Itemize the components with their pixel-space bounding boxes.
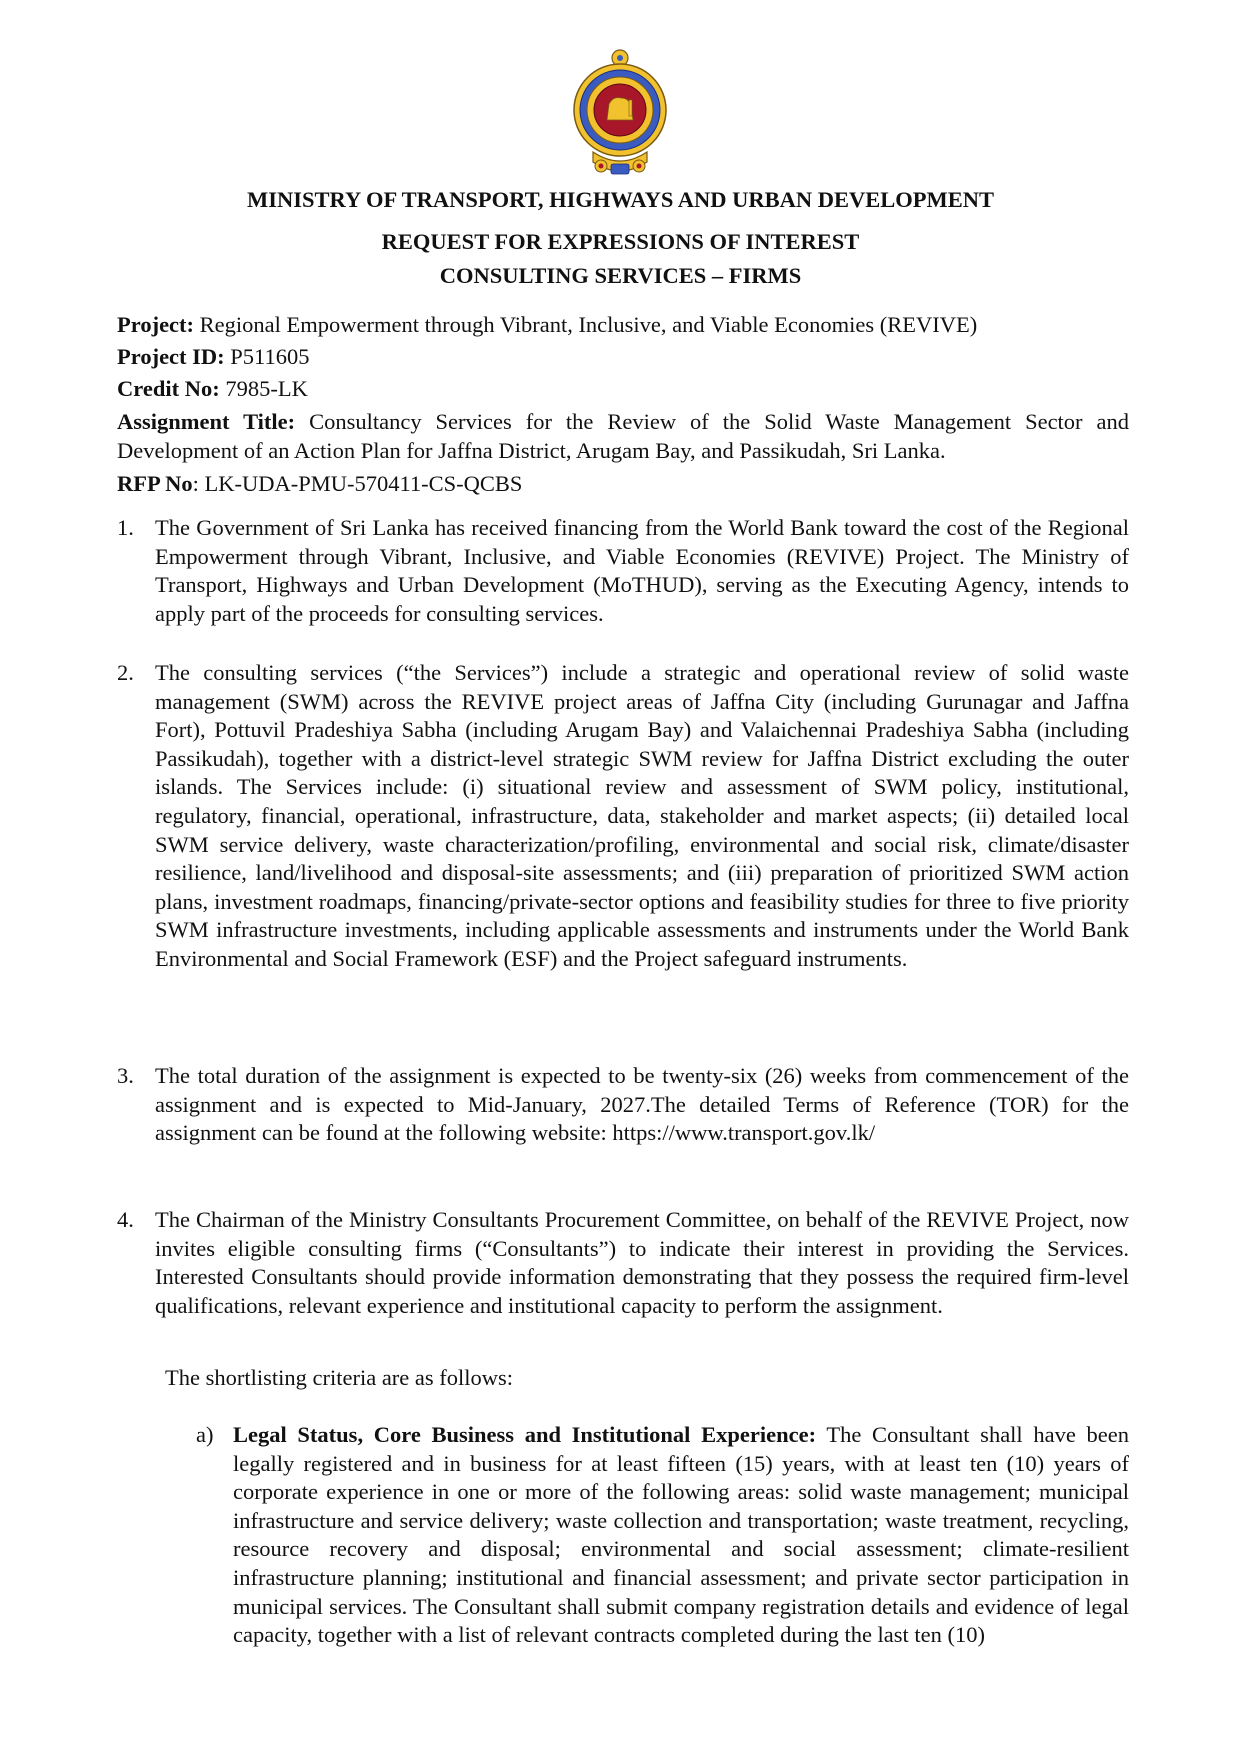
paragraph-number: 3. — [117, 1063, 134, 1088]
paragraph-text: The consulting services (“the Services”) include a strategic and operational review of solid waste management (SWM) across the REVIVE project areas of Jaffna City (including Gurunagar and Jaffna Fort), Pottuvil Pradeshiya Sabha (including Arugam Bay) and Valaichennai Pradeshiya Sabha (including Passikudah), together with a district-level strategic SWM review for Jaffna District excluding the outer islands. The Services include: (i) situational review and assessment of SWM policy, institutional, regulatory, financial, operational, infrastructure, data, stakeholder and market aspects; (ii) detailed local SWM service delivery, waste characterization/profiling, environmental and social risk, climate/disaster resilience, land/livelihood and disposal-site assessments; and (iii) preparation of prioritized SWM action plans, investment roadmaps, financing/private-sector options and feasibility studies for three to five priority SWM infrastructure investments, including applicable assessments and instruments under the World Bank Environmental and Social Framework (ESF) and the Project safeguard instruments. — [155, 660, 1129, 971]
credit-line — [117, 375, 1129, 404]
paragraph-text: The Government of Sri Lanka has received financing from the World Bank toward the cost of the Regional Empowerment through Vibrant, Inclusive, and Viable Economies (REVIVE) Project. The Ministry of Transport, Highways and Urban Development (MoTHUD), serving as the Executing Agency, intends to apply part of the proceeds for consulting services. — [155, 515, 1129, 626]
paragraph-number: 2. — [117, 660, 134, 685]
services-heading: CONSULTING SERVICES – FIRMS — [439, 263, 802, 288]
ministry-heading: MINISTRY OF TRANSPORT, HIGHWAYS AND URBAN DEVELOPMENT — [246, 187, 995, 212]
rfp-value: : LK-UDA-PMU-570411-CS-QCBS — [192, 471, 523, 496]
criteria-number: a) — [196, 1422, 214, 1447]
assignment-label: Assignment Title: — [117, 409, 296, 434]
request-heading: REQUEST FOR EXPRESSIONS OF INTEREST — [381, 229, 860, 254]
project-id-line — [117, 343, 1129, 372]
criteria-text — [233, 1421, 1129, 1650]
paragraph-number: 1. — [117, 515, 134, 540]
project-value: Regional Empowerment through Vibrant, Inclusive, and Viable Economies (REVIVE) — [194, 312, 978, 337]
project-id-label: Project ID: — [117, 344, 225, 369]
credit-label: Credit No: — [117, 376, 220, 401]
sri-lanka-emblem-icon — [571, 48, 669, 180]
paragraph-2 — [117, 659, 1129, 974]
shortlist-intro: The shortlisting criteria are as follows: — [165, 1365, 514, 1390]
criteria-body: The Consultant shall have been legally registered and in business for at least fifteen (15) years, with at least ten (10) years of corporate experience in one or more of the following areas: solid waste management; municipal infrastructure and service delivery; waste collection and transportation; waste treatment, recycling, resource recovery and disposal; environmental and social assessment; climate-resilient infrastructure planning; institutional and financial assessment; and private sector participation in municipal services. The Consultant shall submit company registration details and evidence of legal capacity, together with a list of relevant contracts completed during the last ten (10) — [233, 1422, 1129, 1648]
assignment-line — [117, 408, 1129, 465]
paragraph-3 — [117, 1062, 1129, 1148]
rfp-label: RFP No — [117, 471, 193, 496]
project-label: Project: — [117, 312, 195, 337]
project-id-value: P511605 — [224, 344, 310, 369]
paragraph-text: The Chairman of the Ministry Consultants Procurement Committee, on behalf of the REVIVE Project, now invites eligible consulting firms (“Consultants”) to indicate their interest in providing the Services. Interested Consultants should provide information demonstrating that they possess the required firm-level qualifications, relevant experience and institutional capacity to perform the assignment. — [155, 1207, 1129, 1318]
paragraph-4 — [117, 1206, 1129, 1320]
credit-value: 7985-LK — [219, 376, 308, 401]
paragraph-1 — [117, 514, 1129, 628]
rfp-line — [117, 470, 1129, 499]
paragraph-number: 4. — [117, 1207, 134, 1232]
paragraph-text: The total duration of the assignment is expected to be twenty-six (26) weeks from commencement of the assignment and is expected to Mid-January, 2027.The detailed Terms of Reference (TOR) for the assignment can be found at the following website: https://www.transport.gov.lk/ — [155, 1063, 1129, 1146]
assignment-value: Consultancy Services for the Review of the Solid Waste Management Sector and Development of an Action Plan for Jaffna District, Arugam Bay, and Passikudah, Sri Lanka. — [117, 409, 1129, 463]
criteria-item-a — [196, 1421, 1129, 1650]
project-line — [117, 311, 1129, 340]
criteria-title: Legal Status, Core Business and Institutional Experience: — [233, 1422, 817, 1447]
